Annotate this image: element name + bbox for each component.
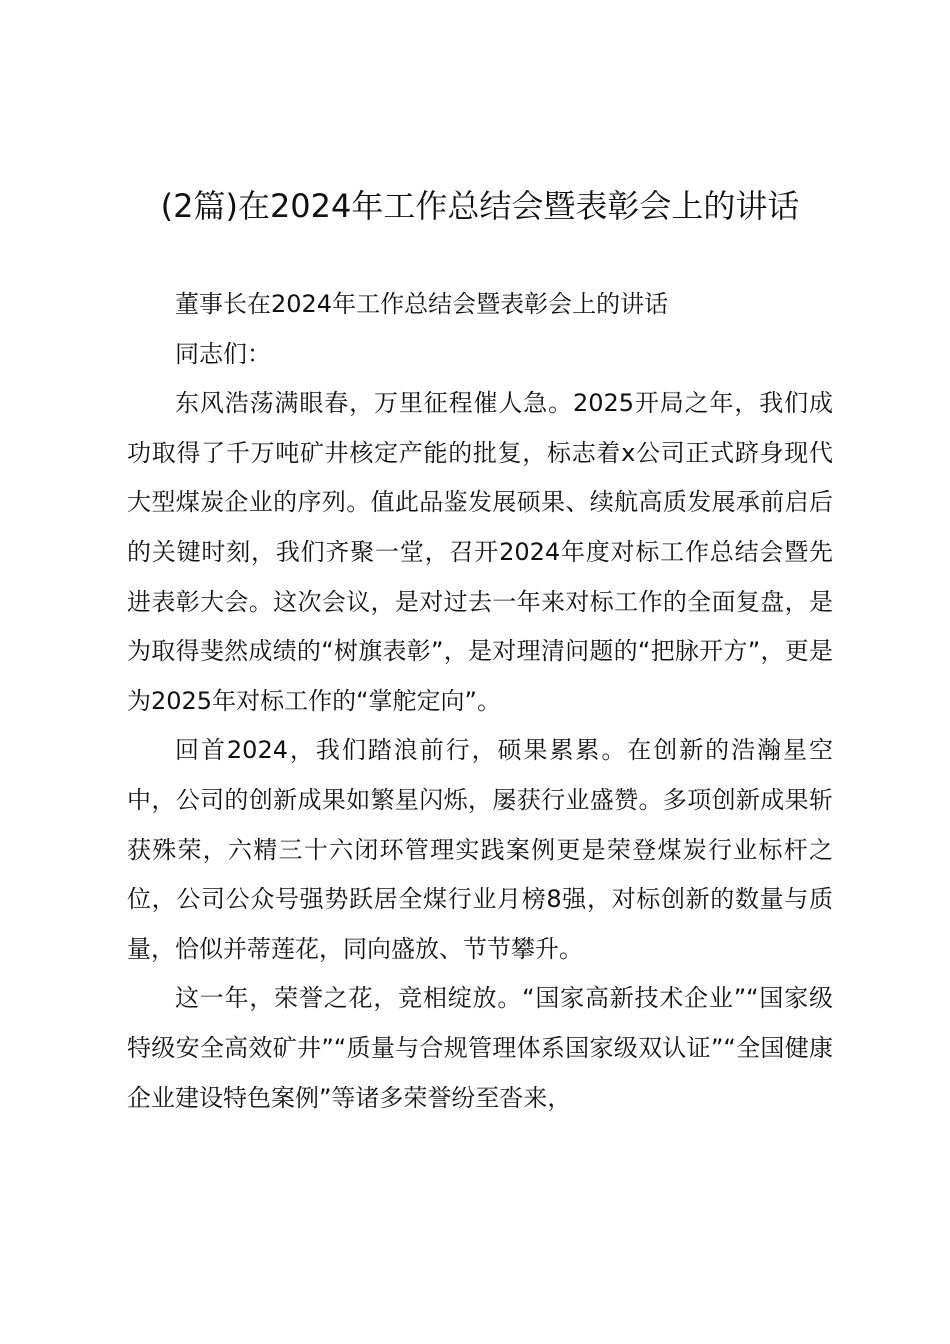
body-paragraph: 这一年，荣誉之花，竞相绽放。“国家高新技术企业”“国家级特级安全高效矿井”“质量与合规管理体系国家级双认证”“全国健康企业建设特色案例”等诸多荣誉纷至沓来， <box>127 984 833 1112</box>
body-paragraph: 东风浩荡满眼春，万里征程催人急。2025开局之年，我们成功取得了千万吨矿井核定产能的批复，标志着x公司正式跻身现代大型煤炭企业的序列。值此品鉴发展硕果、续航高质发展承前启后的关键时刻，我们齐聚一堂，召开2024年度对标工作总结会暨先进表彰大会。这次会议，是对过去一年来对标工作的全面复盘，是为取得斐然成绩的“树旗表彰”，是对理清问题的“把脉开方”，更是为2025年对标工作的“掌舵定向”。 <box>127 389 833 715</box>
body-paragraph: 回首2024，我们踏浪前行，硕果累累。在创新的浩瀚星空中，公司的创新成果如繁星闪烁，屡获行业盛赞。多项创新成果斩获殊荣，六精三十六闭环管理实践案例更是荣登煤炭行业标杆之位，公司公众号强势跃居全煤行业月榜8强，对标创新的数量与质量，恰似并蒂莲花，同向盛放、节节攀升。 <box>127 736 833 963</box>
document-body <box>127 280 833 1123</box>
salutation-paragraph: 同志们： <box>175 339 271 368</box>
subtitle-paragraph: 董事长在2024年工作总结会暨表彰会上的讲话 <box>175 290 669 318</box>
document-title: (2篇)在2024年工作总结会暨表彰会上的讲话 <box>160 187 800 225</box>
